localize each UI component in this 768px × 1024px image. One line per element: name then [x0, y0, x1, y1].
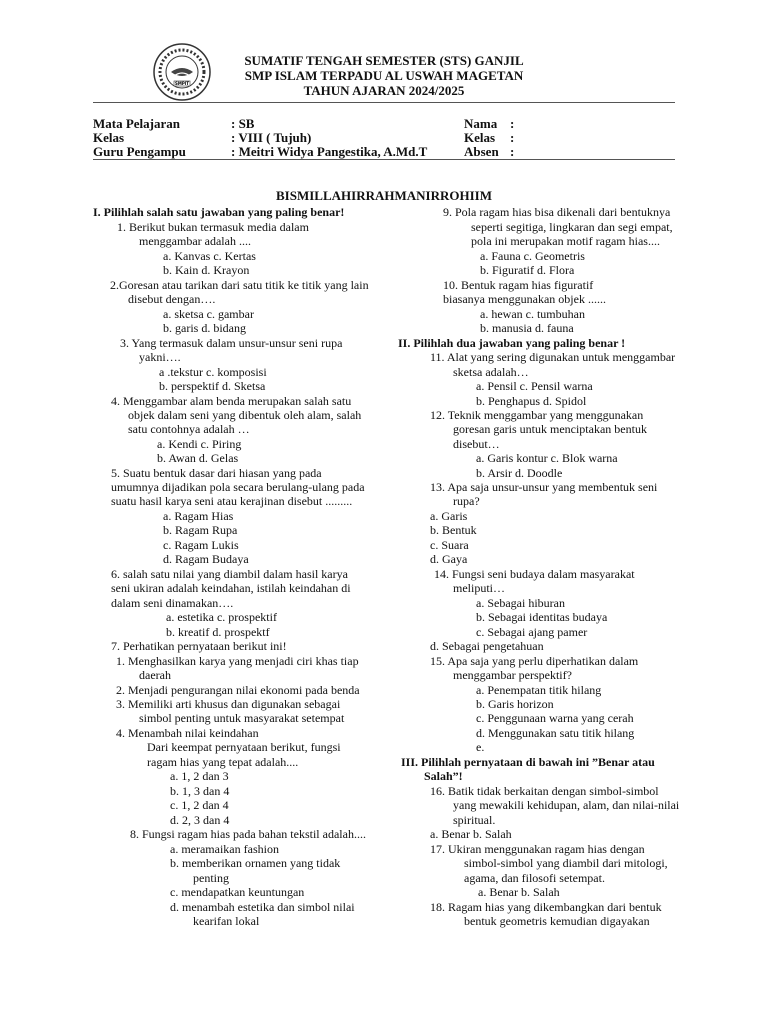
guru-label: Guru Pengampu — [93, 144, 186, 159]
question-line: 9. Pola ragam hias bisa dikenali dari bentuknya — [443, 205, 671, 219]
option-line: b. Ragam Rupa — [163, 523, 238, 537]
question-line: objek dalam seni yang dibentuk oleh alam, salah — [128, 408, 362, 422]
option-line: a. Garis — [430, 509, 468, 523]
option-line: b. kreatif d. prospektf — [166, 625, 270, 639]
statement-line: 4. Menambah nilai keindahan — [116, 726, 259, 740]
option-line: b. Kain d. Krayon — [163, 263, 250, 277]
question-line: 13. Apa saja unsur-unsur yang membentuk seni — [430, 480, 658, 494]
option-line: b. Figuratif d. Flora — [480, 263, 575, 277]
question-line: seperti segitiga, lingkaran dan segi empat, — [471, 220, 673, 234]
header-title-3: TAHUN AJARAN 2024/2025 — [303, 83, 465, 98]
question-line: seni ukiran adalah keindahan, istilah keindahan di — [111, 581, 351, 595]
option-line: c. Sebagai ajang pamer — [476, 625, 588, 639]
option-line: d. Ragam Budaya — [163, 552, 249, 566]
kelas-value: : VIII ( Tujuh) — [231, 130, 312, 145]
mapel-label: Mata Pelajaran — [93, 116, 181, 131]
absen-label: Absen — [464, 144, 499, 159]
option-line: b. Penghapus d. Spidol — [476, 394, 587, 408]
option-line: kearifan lokal — [193, 914, 260, 928]
question-line: 16. Batik tidak berkaitan dengan simbol-simbol — [430, 784, 659, 798]
question-line: 4. Menggambar alam benda merupakan salah satu — [111, 394, 352, 408]
question-line: yang mewakili kehidupan, alam, dan nilai-nilai — [453, 798, 680, 812]
option-line: a. Ragam Hias — [163, 509, 234, 523]
question-line: 14. Fungsi seni budaya dalam masyarakat — [434, 567, 635, 581]
section-3-title: III. Pilihlah pernyataan di bawah ini ”Benar atau — [401, 755, 655, 769]
question-line: simbol-simbol yang diambil dari mitologi, — [464, 856, 668, 870]
option-line: b. Garis horizon — [476, 697, 554, 711]
question-line: disebut… — [453, 437, 500, 451]
option-line: a. Kanvas c. Kertas — [163, 249, 256, 263]
section-2-title: II. Pilihlah dua jawaban yang paling benar ! — [398, 336, 626, 350]
option-line: b. perspektif d. Sketsa — [159, 379, 266, 393]
header-title-2: SMP ISLAM TERPADU AL USWAH MAGETAN — [244, 68, 524, 83]
option-line: a. Pensil c. Pensil warna — [476, 379, 593, 393]
statement-line: 1. Menghasilkan karya yang menjadi ciri khas tiap — [116, 654, 359, 668]
question-line: pola ini merupakan motif ragam hias.... — [471, 234, 660, 248]
question-line: 18. Ragam hias yang dikembangkan dari bentuk — [430, 900, 662, 914]
option-line: b. garis d. bidang — [163, 321, 246, 335]
question-line: menggambar adalah .... — [139, 234, 251, 248]
option-line: a. 1, 2 dan 3 — [170, 769, 229, 783]
statement-line: daerah — [139, 668, 171, 682]
logo-text: SMPIT — [174, 81, 190, 87]
question-line: rupa? — [453, 494, 480, 508]
option-line: a. Benar b. Salah — [430, 827, 512, 841]
kelas2-value: : — [510, 130, 515, 145]
info-divider — [93, 159, 675, 160]
option-line: a .tekstur c. komposisi — [159, 365, 267, 379]
option-line: b. 1, 3 dan 4 — [170, 784, 230, 798]
section-1-title: I. Pilihlah salah satu jawaban yang paling benar! — [93, 205, 345, 219]
option-line: b. Awan d. Gelas — [157, 451, 239, 465]
option-line: d. Gaya — [430, 552, 468, 566]
question-line: 5. Suatu bentuk dasar dari hiasan yang pada — [111, 466, 322, 480]
option-line: a. Garis kontur c. Blok warna — [476, 451, 618, 465]
statement-line: simbol penting untuk masyarakat setempat — [139, 711, 345, 725]
kelas-label: Kelas — [93, 130, 125, 145]
basmalah: BISMILLAHIRRAHMANIRROHIIM — [276, 188, 492, 203]
option-line: b. Arsir d. Doodle — [476, 466, 563, 480]
question-line: 15. Apa saja yang perlu diperhatikan dalam — [430, 654, 639, 668]
option-line: a. Penempatan titik hilang — [476, 683, 602, 697]
header-title-1: SUMATIF TENGAH SEMESTER (STS) GANJIL — [244, 53, 524, 68]
option-line: e. — [476, 740, 485, 754]
option-line: a. hewan c. tumbuhan — [480, 307, 585, 321]
option-line: d. Menggunakan satu titik hilang — [476, 726, 635, 740]
question-line: 8. Fungsi ragam hias pada bahan tekstil adalah.... — [130, 827, 366, 841]
question-line: dalam seni dinamakan…. — [111, 596, 234, 610]
mapel-value: : SB — [231, 116, 255, 131]
question-line: menggambar perspektif? — [453, 668, 572, 682]
question-line: disebut dengan…. — [128, 292, 216, 306]
option-line: d. menambah estetika dan simbol nilai — [170, 900, 355, 914]
question-line: 7. Perhatikan pernyataan berikut ini! — [111, 639, 287, 653]
option-line: c. Penggunaan warna yang cerah — [476, 711, 634, 725]
section-3-title-cont: Salah”! — [424, 769, 463, 783]
option-line: b. memberikan ornamen yang tidak — [170, 856, 341, 870]
question-line: bentuk geometris kemudian digayakan — [464, 914, 650, 928]
option-line: a. sketsa c. gambar — [163, 307, 254, 321]
question-line: Dari keempat pernyataan berikut, fungsi — [147, 740, 341, 754]
option-line: penting — [193, 871, 229, 885]
question-line: 1. Berikut bukan termasuk media dalam — [117, 220, 309, 234]
question-line: ragam hias yang tepat adalah.... — [147, 755, 299, 769]
option-line: a. Fauna c. Geometris — [480, 249, 585, 263]
statement-line: 2. Menjadi pengurangan nilai ekonomi pada benda — [116, 683, 360, 697]
guru-value: : Meitri Widya Pangestika, A.Md.T — [231, 144, 428, 159]
question-line: meliputi… — [453, 581, 505, 595]
option-line: a. Benar b. Salah — [478, 885, 560, 899]
question-line: 6. salah satu nilai yang diambil dalam hasil karya — [111, 567, 348, 581]
option-line: c. 1, 2 dan 4 — [170, 798, 229, 812]
option-line: b. Bentuk — [430, 523, 477, 537]
statement-line: 3. Memiliki arti khusus dan digunakan sebagai — [116, 697, 341, 711]
question-line: 10. Bentuk ragam hias figuratif — [443, 278, 594, 292]
question-line: umumnya dijadikan pola secara berulang-ulang pada — [111, 480, 365, 494]
question-line: agama, dan filosofi setempat. — [464, 871, 605, 885]
option-line: d. 2, 3 dan 4 — [170, 813, 230, 827]
option-line: c. mendapatkan keuntungan — [170, 885, 305, 899]
question-line: 11. Alat yang sering digunakan untuk menggambar — [430, 350, 676, 364]
question-line: 3. Yang termasuk dalam unsur-unsur seni rupa — [120, 336, 343, 350]
question-line: goresan garis untuk menciptakan bentuk — [453, 422, 647, 436]
question-line: 2.Goresan atau tarikan dari satu titik ke titik yang lain — [110, 278, 369, 292]
nama-label: Nama — [464, 116, 498, 131]
option-line: c. Suara — [430, 538, 469, 552]
question-line: spiritual. — [453, 813, 496, 827]
question-line: satu contohnya adalah … — [128, 422, 250, 436]
question-line: suatu hasil karya seni atau kerajinan disebut ......... — [111, 494, 353, 508]
question-line: 12. Teknik menggambar yang menggunakan — [430, 408, 644, 422]
option-line: d. Sebagai pengetahuan — [430, 639, 544, 653]
question-line: biasanya menggunakan objek ...... — [443, 292, 606, 306]
option-line: a. meramaikan fashion — [170, 842, 279, 856]
option-line: b. manusia d. fauna — [480, 321, 574, 335]
kelas2-label: Kelas — [464, 130, 496, 145]
nama-value: : — [510, 116, 515, 131]
header-divider — [93, 102, 675, 103]
option-line: a. estetika c. prospektif — [166, 610, 277, 624]
question-line: sketsa adalah… — [453, 365, 529, 379]
question-line: 17. Ukiran menggunakan ragam hias dengan — [430, 842, 645, 856]
option-line: b. Sebagai identitas budaya — [476, 610, 608, 624]
question-line: yakni…. — [139, 350, 181, 364]
absen-value: : — [510, 144, 515, 159]
option-line: c. Ragam Lukis — [163, 538, 239, 552]
option-line: a. Sebagai hiburan — [476, 596, 565, 610]
option-line: a. Kendi c. Piring — [157, 437, 242, 451]
